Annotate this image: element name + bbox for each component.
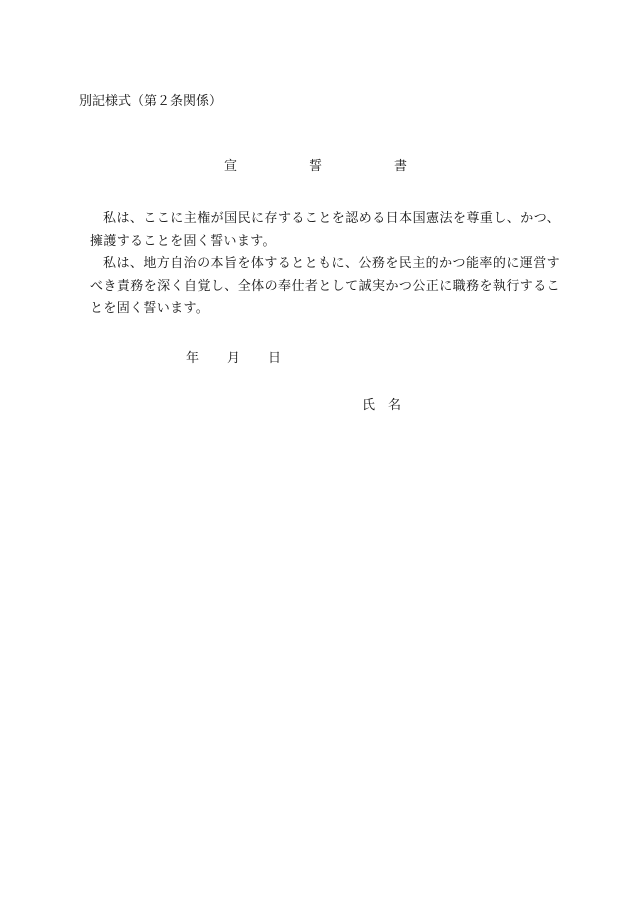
year-label: 年: [186, 351, 200, 366]
oath-body: [90, 208, 560, 321]
title-char-3: 書: [394, 159, 408, 174]
oath-paragraph-2: 私は、地方自治の本旨を体するとともに、公務を民主的かつ能率的に運営すべき責務を深く自覚し、全体の奉仕者として誠実かつ公正に職務を執行することを固く誓います。: [90, 256, 560, 316]
name-char-1: 氏: [362, 398, 376, 413]
oath-paragraph-1: 私は、ここに主権が国民に存することを認める日本国憲法を尊重し、かつ、擁護することを固く誓います。: [90, 211, 560, 249]
day-label: 日: [268, 351, 282, 366]
name-char-2: 名: [388, 398, 402, 413]
form-reference: 別記様式（第２条関係）: [79, 94, 223, 109]
title-char-2: 誓: [309, 159, 323, 174]
month-label: 月: [227, 351, 241, 366]
title-char-1: 宣: [224, 159, 238, 174]
